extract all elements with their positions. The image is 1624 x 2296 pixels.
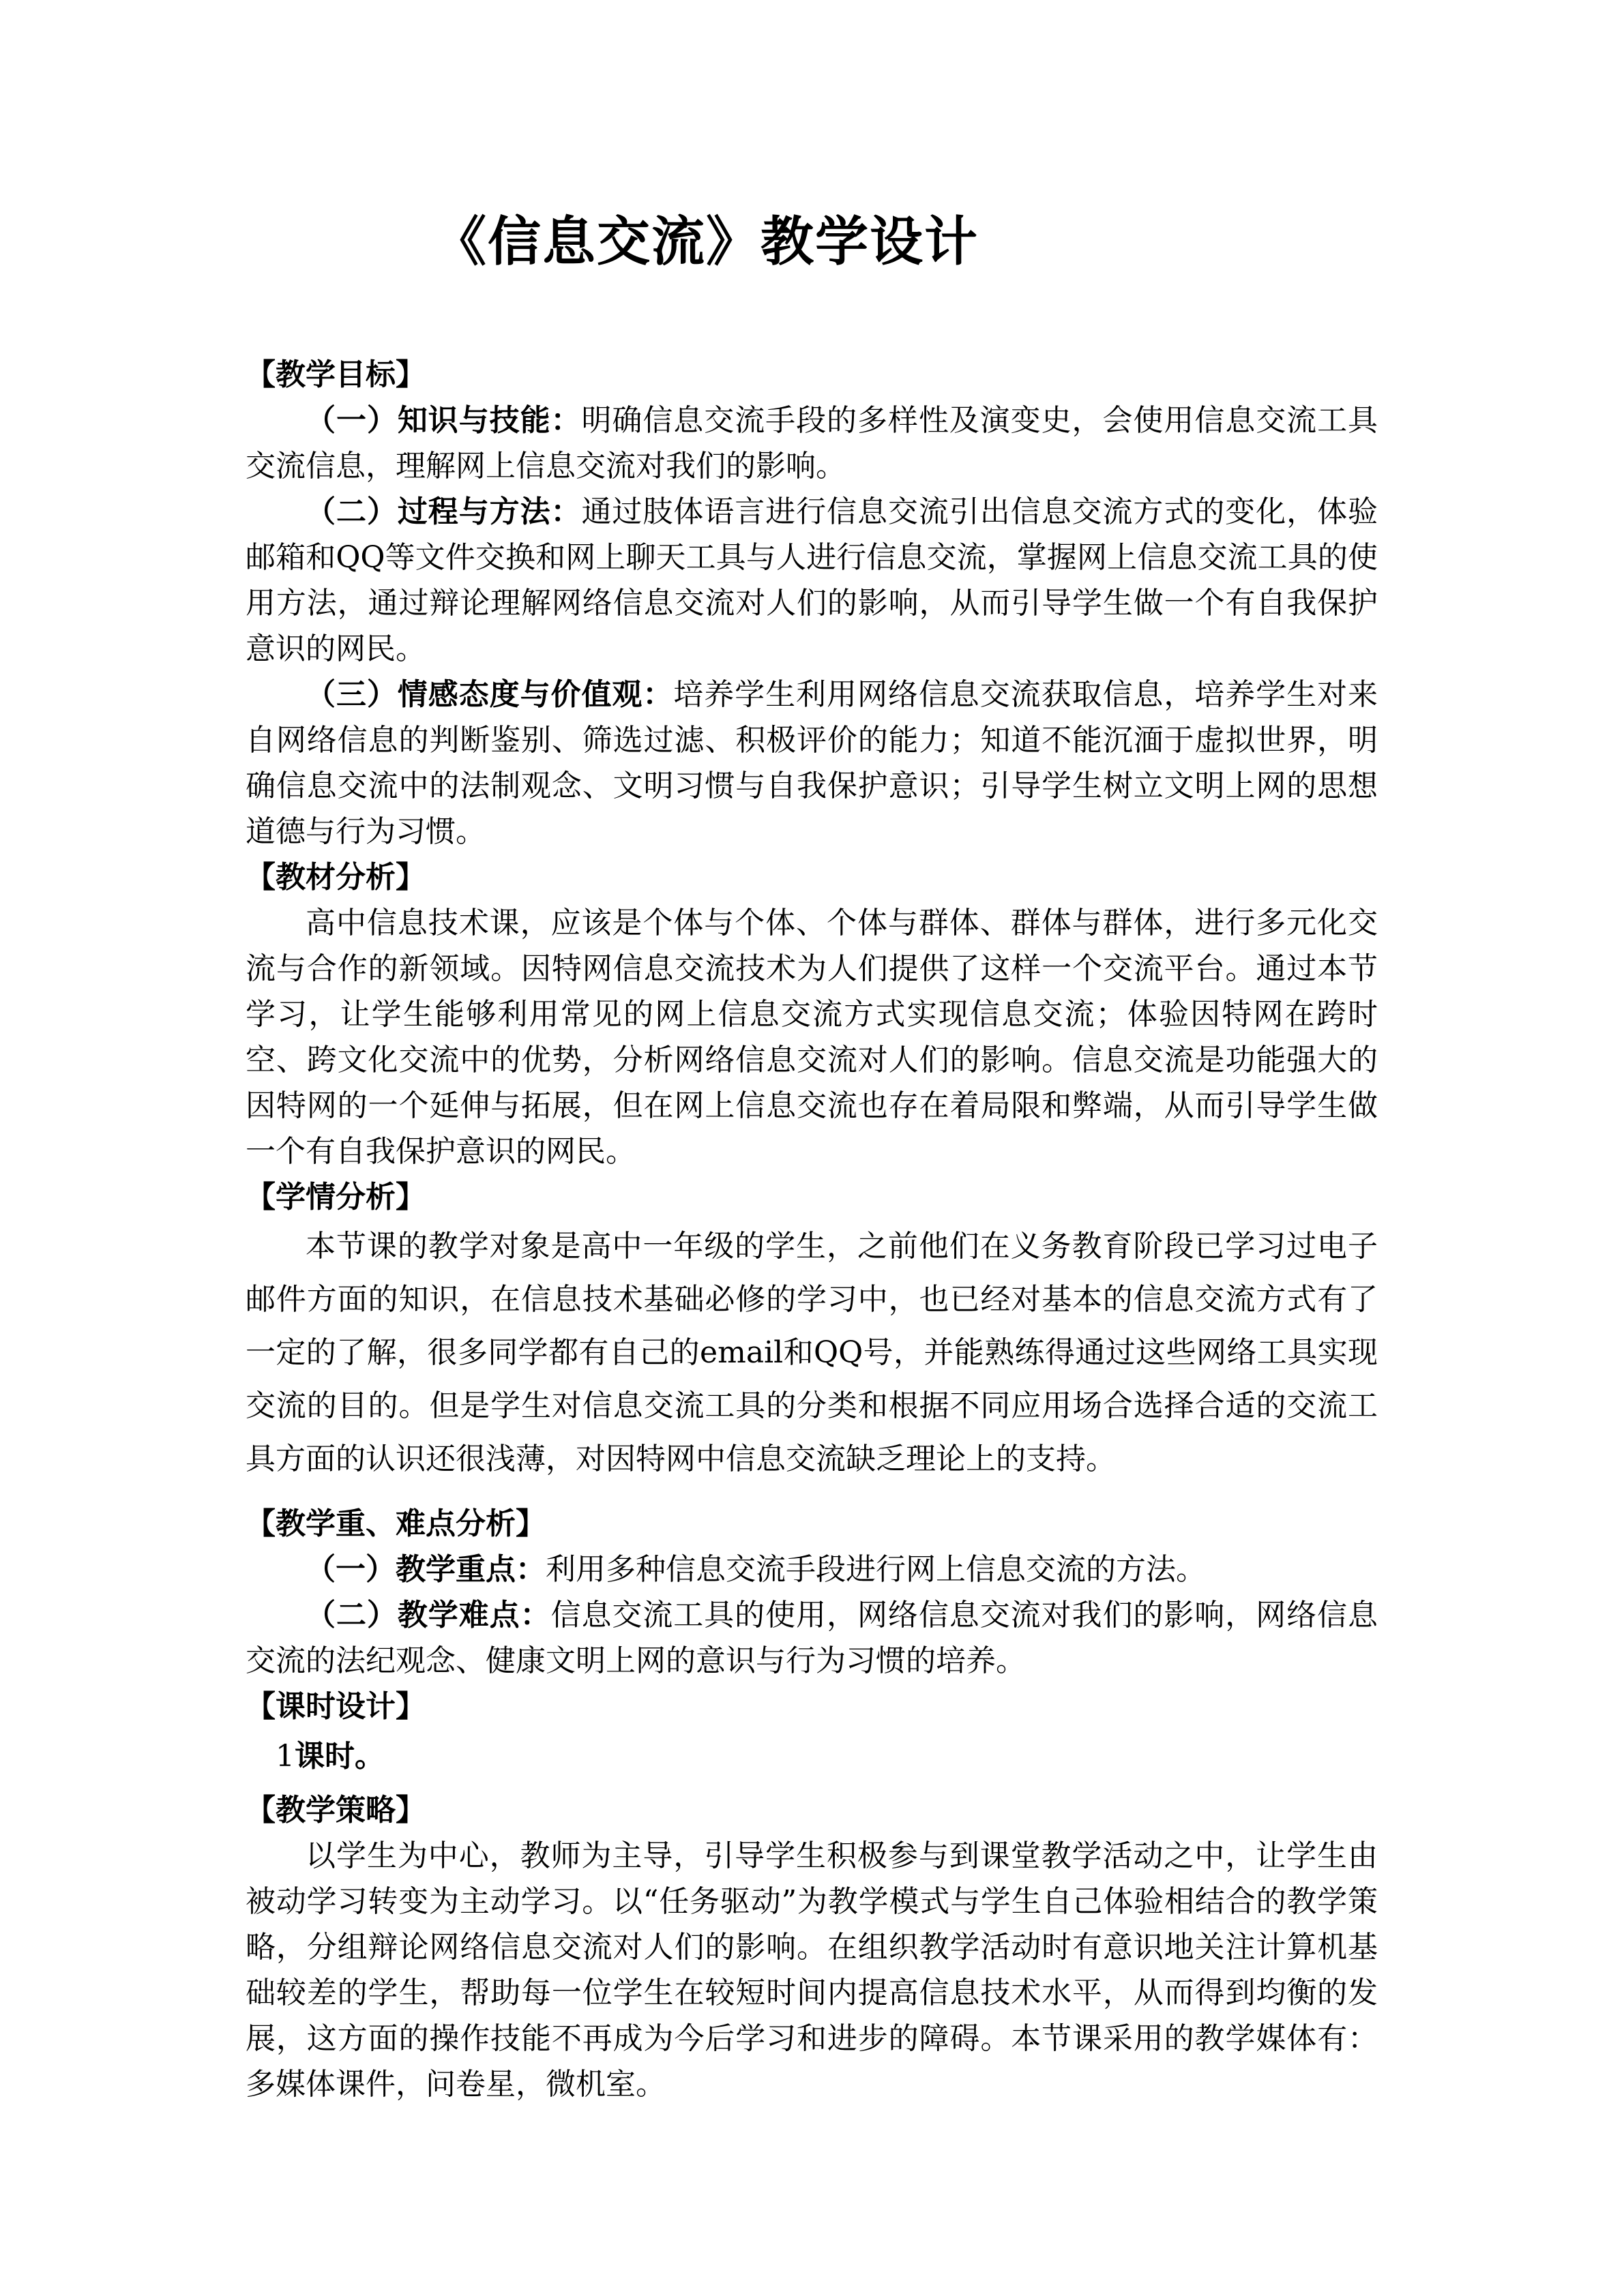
class-hours-number: 1 (276, 1739, 295, 1774)
section-teaching-strategy (246, 1787, 1378, 2107)
objective-emotion-values (246, 672, 1378, 854)
document-title: 《信息交流》教学设计 (433, 211, 979, 273)
material-analysis-text: 高中信息技术课，应该是个体与个体、个体与群体、群体与群体，进行多元化交流与合作的新领域。因特网信息交流技术为人们提供了这样一个交流平台。通过本节学习，让学生能够利用常见的网上信息交流方式实现信息交流；体验因特网在跨时空、跨文化交流中的优势，分析网络信息交流对人们的影响。信息交流是功能强大的因特网的一个延伸与拓展，但在网上信息交流也存在着局限和弊端，从而引导学生做一个有自我保护意识的网民。 (246, 906, 1378, 1169)
key-point-difficulty (246, 1592, 1378, 1684)
key-point-label: （一）教学重点： (306, 1552, 546, 1587)
section-key-points (246, 1501, 1378, 1684)
key-point-text: 信息交流工具的使用，网络信息交流对我们的影响，网络信息交流的法纪观念、健康文明上网的意识与行为习惯的培养。 (246, 1598, 1378, 1678)
student-analysis-text: 本节课的教学对象是高中一年级的学生，之前他们在义务教育阶段已学习过电子邮件方面的知识，在信息技术基础必修的学习中，也已经对基本的信息交流方式有了一定的了解，很多同学都有自己的email和QQ号，并能熟练得通过这些网络工具实现交流的目的。但是学生对信息交流工具的分类和根据不同应用场合选择合适的交流工具方面的认识还很浅薄，对因特网中信息交流缺乏理论上的支持。 (246, 1229, 1378, 1476)
section-teaching-objectives (246, 352, 1378, 854)
key-point-text: 利用多种信息交流手段进行网上信息交流的方法。 (546, 1552, 1206, 1587)
section-material-analysis (246, 854, 1378, 1174)
section-heading-strategy: 【教学策略】 (246, 1793, 426, 1828)
section-heading-objectives: 【教学目标】 (246, 357, 426, 392)
objective-knowledge-skills (246, 398, 1378, 489)
objective-label: （二）过程与方法： (306, 494, 582, 529)
section-heading-student: 【学情分析】 (246, 1180, 426, 1214)
objective-text: 培养学生利用网络信息交流获取信息，培养学生对来自网络信息的判断鉴别、筛选过滤、积极评价的能力；知道不能沉湎于虚拟世界，明确信息交流中的法制观念、文明习惯与自我保护意识；引导学生树立文明上网的思想道德与行为习惯。 (246, 677, 1378, 849)
key-point-focus (246, 1547, 1378, 1592)
key-point-label: （二）教学难点： (306, 1598, 551, 1632)
objective-text: 明确信息交流手段的多样性及演变史，会使用信息交流工具交流信息，理解网上信息交流对我们的影响。 (246, 403, 1378, 483)
document-body (246, 352, 1378, 2107)
class-hours-value (246, 1733, 1378, 1779)
objective-process-methods (246, 489, 1378, 672)
section-heading-class-hours: 【课时设计】 (246, 1689, 426, 1724)
section-student-analysis (246, 1174, 1378, 1486)
section-class-hours (246, 1684, 1378, 1779)
objective-text: 通过肢体语言进行信息交流引出信息交流方式的变化，体验邮箱和QQ等文件交换和网上聊天工具与人进行信息交流，掌握网上信息交流工具的使用方法，通过辩论理解网络信息交流对人们的影响，从而引导学生做一个有自我保护意识的网民。 (246, 494, 1378, 666)
strategy-text: 以学生为中心，教师为主导，引导学生积极参与到课堂教学活动之中，让学生由被动学习转变为主动学习。以“任务驱动”为教学模式与学生自己体验相结合的教学策略，分组辩论网络信息交流对人们的影响。在组织教学活动时有意识地关注计算机基础较差的学生，帮助每一位学生在较短时间内提高信息技术水平，从而得到均衡的发展，这方面的操作技能不再成为今后学习和进步的障碍。本节课采用的教学媒体有：多媒体课件，问卷星，微机室。 (246, 1838, 1378, 2102)
section-heading-material: 【教材分析】 (246, 860, 426, 895)
objective-label: （一）知识与技能： (306, 403, 582, 438)
section-heading-key-points: 【教学重、难点分析】 (246, 1506, 546, 1541)
objective-label: （三）情感态度与价值观： (306, 677, 674, 712)
class-hours-unit: 课时。 (295, 1739, 385, 1774)
